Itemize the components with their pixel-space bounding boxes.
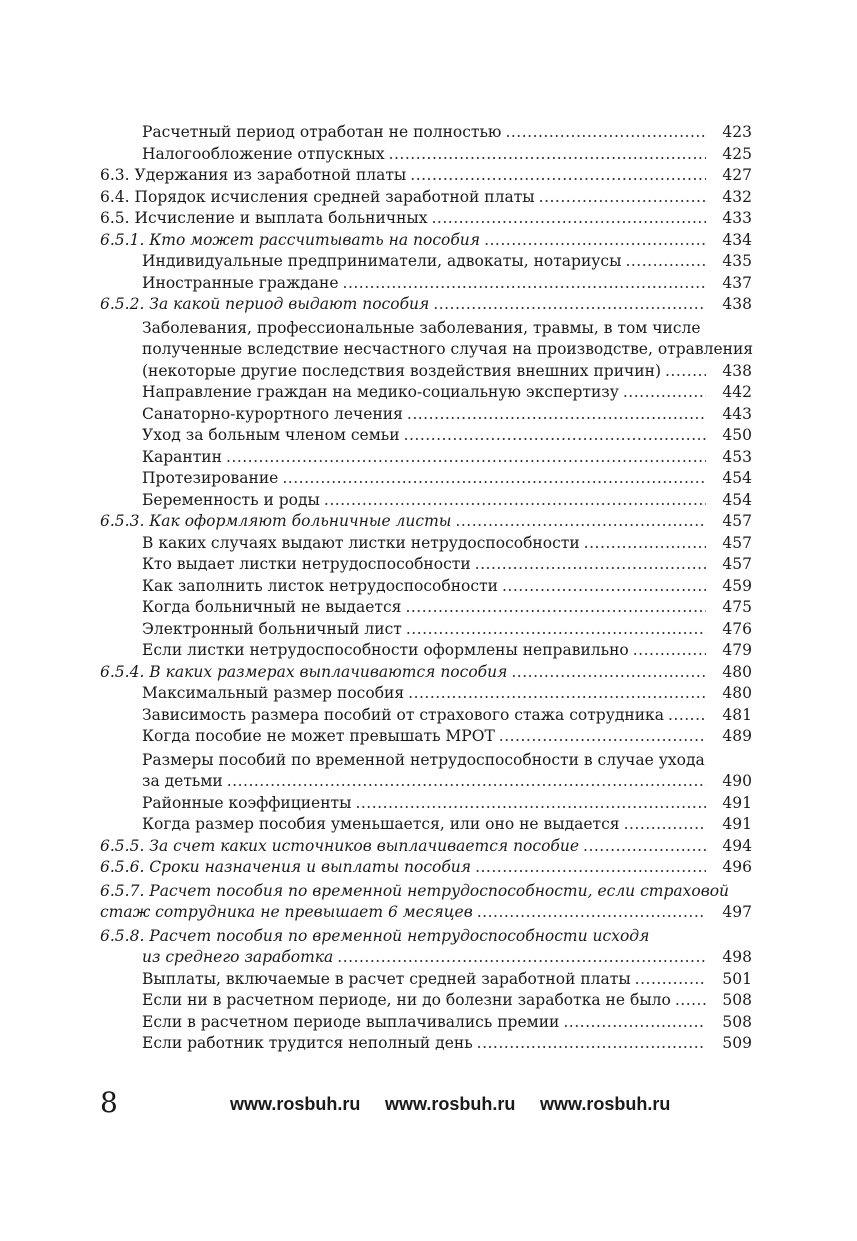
- dot-leader: [668, 705, 706, 727]
- dot-leader: [623, 382, 706, 404]
- toc-entry-title: Районные коэффициенты: [142, 793, 352, 812]
- toc-entry[interactable]: [100, 230, 752, 252]
- footer-url[interactable]: www.rosbuh.ru: [540, 1094, 671, 1114]
- dot-leader: [404, 425, 706, 447]
- footer-url[interactable]: www.rosbuh.ru: [385, 1094, 516, 1114]
- dot-leader: [406, 619, 706, 641]
- dot-leader: [583, 836, 706, 858]
- toc-entry-title: 6.5. Исчисление и выплата больничных: [100, 209, 428, 227]
- dot-leader: [477, 902, 706, 924]
- toc-entry-title: Когда больничный не выдается: [142, 598, 402, 616]
- toc-entry[interactable]: [100, 1012, 752, 1034]
- toc-entry-page: 508: [722, 1012, 752, 1031]
- toc-entry-title: Максимальный размер пособия: [142, 684, 405, 702]
- toc-entry[interactable]: [100, 425, 752, 447]
- toc-entry-page: 454: [722, 490, 752, 509]
- toc-entry-title: Иностранные граждане: [142, 273, 339, 292]
- dot-leader: [475, 857, 706, 879]
- dot-leader: [502, 576, 706, 598]
- toc-entry-page: 480: [722, 662, 752, 681]
- toc-entry[interactable]: [100, 554, 752, 576]
- dot-leader: [563, 1012, 706, 1034]
- toc-entry[interactable]: [100, 990, 752, 1012]
- dot-leader: [665, 361, 706, 383]
- toc-entry[interactable]: [100, 926, 752, 969]
- dot-leader: [433, 294, 706, 316]
- toc-entry[interactable]: [100, 294, 752, 316]
- toc-entry[interactable]: [100, 1033, 752, 1055]
- dot-leader: [337, 947, 706, 969]
- toc-entry-page: 432: [722, 187, 752, 206]
- toc-entry-title: Карантин: [142, 447, 222, 466]
- toc-entry[interactable]: [100, 404, 752, 426]
- toc-entry-text-line: полученные вследствие несчастного случая на производстве, отравления: [142, 340, 754, 358]
- toc-entry[interactable]: [100, 122, 752, 144]
- toc-entry[interactable]: [100, 683, 752, 705]
- toc-entry-text-line: Заболевания, профессиональные заболевания, травмы, в том числе: [142, 318, 701, 337]
- toc-entry[interactable]: [100, 969, 752, 991]
- dot-leader: [432, 208, 707, 230]
- toc-entry[interactable]: [100, 447, 752, 469]
- dot-leader: [539, 187, 706, 209]
- toc-entry-title: 6.5.5. За счет каких источников выплачивается пособие: [100, 836, 580, 855]
- toc-entry-page: 494: [722, 836, 752, 855]
- toc-entry-title: Кто выдает листки нетрудоспособности: [142, 555, 471, 573]
- dot-leader: [355, 793, 706, 815]
- toc-entry-page: 496: [722, 858, 752, 876]
- page-number: 8: [100, 1086, 118, 1119]
- dot-leader: [511, 662, 706, 684]
- toc-entry[interactable]: [100, 511, 752, 533]
- dot-leader: [410, 165, 706, 187]
- dot-leader: [282, 468, 706, 490]
- table-of-contents: [100, 122, 752, 1055]
- toc-entry-page: 442: [722, 383, 752, 401]
- toc-entry-page: 475: [722, 598, 752, 616]
- toc-entry-page: 435: [722, 252, 752, 270]
- toc-entry-page: 438: [722, 361, 752, 380]
- toc-entry[interactable]: [100, 814, 752, 836]
- toc-entry-page: 480: [722, 684, 752, 702]
- toc-entry[interactable]: [100, 793, 752, 815]
- toc-entry-title: Беременность и роды: [142, 490, 320, 509]
- toc-entry-page: 481: [722, 705, 752, 724]
- toc-entry-title: Санаторно-курортного лечения: [142, 404, 403, 423]
- toc-entry-page: 491: [722, 815, 752, 833]
- toc-entry-page: 509: [722, 1034, 752, 1052]
- toc-entry-title: стаж сотрудника не превышает 6 месяцев: [100, 903, 473, 921]
- toc-entry-title: 6.4. Порядок исчисления средней заработной платы: [100, 187, 535, 206]
- toc-entry[interactable]: [100, 187, 752, 209]
- toc-entry-title: 6.5.3. Как оформляют больничные листы: [100, 512, 452, 530]
- dot-leader: [584, 533, 706, 555]
- toc-entry[interactable]: [100, 208, 752, 230]
- toc-entry-text-line: Размеры пособий по временной нетрудоспособности в случае ухода: [142, 750, 705, 769]
- toc-entry[interactable]: [100, 750, 752, 793]
- toc-entry[interactable]: [100, 165, 752, 187]
- toc-entry-title: В каких случаях выдают листки нетрудоспособности: [142, 533, 580, 552]
- page-footer: [100, 1086, 752, 1126]
- dot-leader: [635, 969, 706, 991]
- toc-entry-page: 497: [722, 903, 752, 921]
- dot-leader: [324, 490, 706, 512]
- toc-entry-title: Если ни в расчетном периоде, ни до болезни заработка не было: [142, 991, 671, 1009]
- toc-entry-title: Выплаты, включаемые в расчет средней заработной платы: [142, 969, 631, 988]
- toc-entry[interactable]: [100, 836, 752, 858]
- toc-entry-text-line: 6.5.7. Расчет пособия по временной нетрудоспособности, если страховой: [100, 881, 730, 900]
- toc-entry-page: 450: [722, 426, 752, 444]
- toc-entry-page: 453: [722, 447, 752, 466]
- toc-entry-title: 6.5.4. В каких размерах выплачиваются пособия: [100, 662, 508, 681]
- toc-entry[interactable]: [100, 144, 752, 166]
- toc-entry[interactable]: [100, 881, 752, 924]
- toc-entry-title: 6.5.2. За какой период выдают пособия: [100, 295, 430, 313]
- toc-entry[interactable]: [100, 318, 752, 383]
- dot-leader: [484, 230, 706, 252]
- toc-entry[interactable]: [100, 273, 752, 295]
- dot-leader: [455, 511, 706, 533]
- toc-entry[interactable]: [100, 619, 752, 641]
- dot-leader: [633, 640, 706, 662]
- toc-entry-title: Расчетный период отработан не полностью: [142, 123, 502, 141]
- toc-entry-title: Электронный больничный лист: [142, 619, 402, 638]
- dot-leader: [343, 273, 706, 295]
- toc-entry-page: 457: [722, 512, 752, 530]
- toc-entry-text-line: 6.5.8. Расчет пособия по временной нетрудоспособности исходя: [100, 926, 650, 945]
- toc-entry-page: 437: [722, 273, 752, 292]
- toc-entry-page: 434: [722, 230, 752, 249]
- toc-entry-page: 438: [722, 295, 752, 313]
- dot-leader: [475, 554, 706, 576]
- toc-entry[interactable]: [100, 857, 752, 879]
- toc-entry[interactable]: [100, 705, 752, 727]
- toc-entry-title: Уход за больным членом семьи: [142, 426, 400, 444]
- toc-entry-title: Зависимость размера пособий от страхового стажа сотрудника: [142, 705, 664, 724]
- toc-entry-title: Налогообложение отпускных: [142, 144, 385, 163]
- toc-entry-title: за детьми: [142, 772, 223, 790]
- toc-entry-page: 433: [722, 209, 752, 227]
- dot-leader: [625, 251, 706, 273]
- toc-entry-page: 479: [722, 641, 752, 659]
- toc-entry-page: 454: [722, 469, 752, 487]
- dot-leader: [408, 683, 706, 705]
- dot-leader: [227, 771, 706, 793]
- toc-entry-title: Если работник трудится неполный день: [142, 1034, 473, 1052]
- toc-entry-page: 491: [722, 793, 752, 812]
- dot-leader: [405, 597, 706, 619]
- toc-entry-title: из среднего заработка: [142, 948, 334, 966]
- toc-entry[interactable]: [100, 640, 752, 662]
- toc-entry[interactable]: [100, 382, 752, 404]
- toc-entry-page: 498: [722, 948, 752, 966]
- dot-leader: [675, 990, 706, 1012]
- toc-entry[interactable]: [100, 490, 752, 512]
- toc-entry[interactable]: [100, 726, 752, 748]
- toc-entry-page: 457: [722, 533, 752, 552]
- toc-entry-page: 508: [722, 991, 752, 1009]
- toc-entry-title: 6.3. Удержания из заработной платы: [100, 166, 407, 184]
- toc-entry-page: 427: [722, 166, 752, 184]
- toc-entry-page: 425: [722, 144, 752, 163]
- toc-entry-page: 443: [722, 404, 752, 423]
- dot-leader: [407, 404, 706, 426]
- toc-entry-title: 6.5.1. Кто может рассчитывать на пособия: [100, 230, 481, 249]
- toc-entry[interactable]: [100, 597, 752, 619]
- toc-entry[interactable]: [100, 576, 752, 598]
- toc-entry-page: 501: [722, 969, 752, 988]
- toc-entry-page: 423: [722, 123, 752, 141]
- toc-entry-title: Если листки нетрудоспособности оформлены неправильно: [142, 641, 629, 659]
- dot-leader: [226, 447, 706, 469]
- toc-entry-title: Индивидуальные предприниматели, адвокаты, нотариусы: [142, 252, 622, 270]
- toc-entry[interactable]: [100, 533, 752, 555]
- dot-leader: [389, 144, 706, 166]
- toc-entry-page: 459: [722, 576, 752, 595]
- dot-leader: [505, 122, 706, 144]
- toc-entry-page: 476: [722, 619, 752, 638]
- toc-entry-page: 457: [722, 555, 752, 573]
- toc-entry-page: 489: [722, 727, 752, 745]
- dot-leader: [624, 814, 706, 836]
- toc-entry[interactable]: [100, 662, 752, 684]
- toc-entry[interactable]: [100, 468, 752, 490]
- toc-entry-title: Когда пособие не может превышать МРОТ: [142, 727, 495, 745]
- footer-url[interactable]: www.rosbuh.ru: [230, 1094, 361, 1114]
- toc-entry-title: (некоторые другие последствия воздействия внешних причин): [142, 361, 661, 380]
- toc-entry-page: 490: [722, 772, 752, 790]
- toc-entry-title: Как заполнить листок нетрудоспособности: [142, 576, 498, 595]
- toc-entry-title: Если в расчетном периоде выплачивались премии: [142, 1012, 560, 1031]
- dot-leader: [499, 726, 706, 748]
- toc-entry-title: Протезирование: [142, 469, 279, 487]
- toc-entry-title: Направление граждан на медико-социальную экспертизу: [142, 383, 619, 401]
- dot-leader: [477, 1033, 706, 1055]
- toc-entry-title: 6.5.6. Сроки назначения и выплаты пособия: [100, 858, 472, 876]
- toc-entry[interactable]: [100, 251, 752, 273]
- toc-entry-title: Когда размер пособия уменьшается, или оно не выдается: [142, 815, 620, 833]
